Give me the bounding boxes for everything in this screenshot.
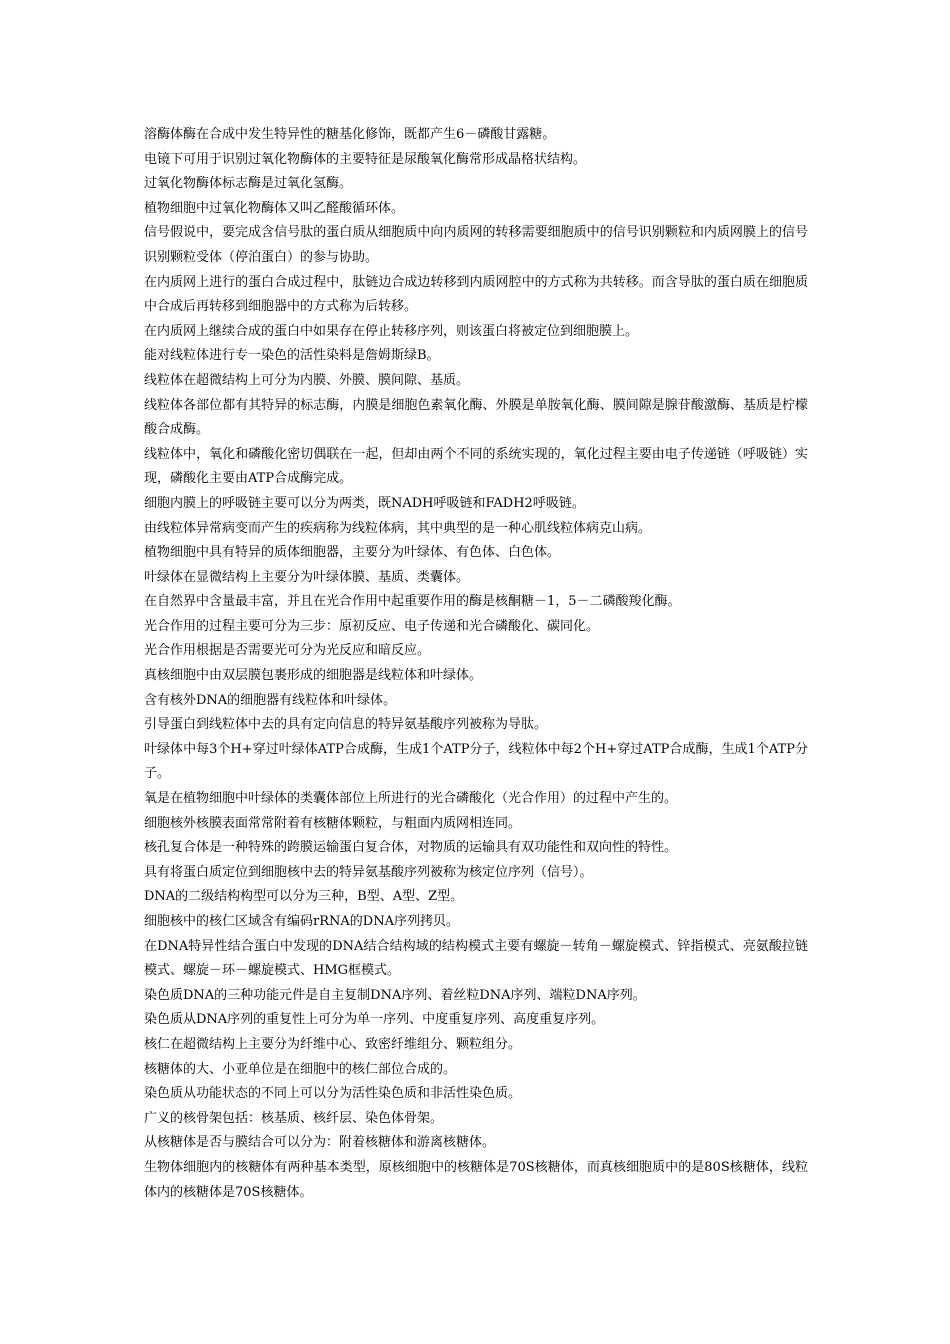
paragraph-29: 在DNA特异性结合蛋白中发现的DNA结合结构域的结构模式主要有螺旋－转角－螺旋模式、锌指模式、亮氨酸拉链模式、螺旋－环－螺旋模式、HMG框模式。: [144, 938, 808, 979]
paragraph-24: 细胞核外核膜表面常常附着有核糖体颗粒，与粗面内质网相连同。: [144, 815, 522, 831]
paragraph-13: 由线粒体异常病变而产生的疾病称为线粒体病，其中典型的是一种心肌线粒体病克山病。: [144, 520, 652, 536]
paragraph-3: 过氧化物酶体标志酶是过氧化氢酶。: [144, 176, 353, 192]
paragraph-33: 核糖体的大、小亚单位是在细胞中的核仁部位合成的。: [144, 1061, 457, 1077]
paragraph-11: 线粒体中，氧化和磷酸化密切偶联在一起，但却由两个不同的系统实现的，氧化过程主要由电子传递链（呼吸链）实现，磷酸化主要由ATP合成酶完成。: [144, 446, 808, 487]
paragraph-20: 含有核外DNA的细胞器有线粒体和叶绿体。: [144, 692, 397, 708]
paragraph-9: 线粒体在超微结构上可分为内膜、外膜、膜间隙、基质。: [144, 372, 470, 388]
paragraph-31: 染色质从DNA序列的重复性上可分为单一序列、中度重复序列、高度重复序列。: [144, 1012, 605, 1028]
paragraph-36: 从核糖体是否与膜结合可以分为：附着核糖体和游离核糖体。: [144, 1135, 496, 1151]
paragraph-18: 光合作用根据是否需要光可分为光反应和暗反应。: [144, 643, 431, 659]
paragraph-5: 信号假说中，要完成含信号肽的蛋白质从细胞质中向内质网的转移需要细胞质中的信号识别颗粒和内质网膜上的信号识别颗粒受体（停泊蛋白）的参与协助。: [144, 225, 808, 265]
paragraph-12: 细胞内膜上的呼吸链主要可以分为两类，既NADH呼吸链和FADH2呼吸链。: [144, 495, 585, 511]
paragraph-22: 叶绿体中每3个H+穿过叶绿体ATP合成酶，生成1个ATP分子，线粒体中每2个H+穿过ATP合成酶，生成1个ATP分子。: [144, 741, 808, 782]
paragraph-21: 引导蛋白到线粒体中去的具有定向信息的特异氨基酸序列被称为导肽。: [144, 717, 548, 733]
paragraph-10: 线粒体各部位都有其特异的标志酶，内膜是细胞色素氧化酶、外膜是单胺氧化酶、膜间隙是腺苷酸激酶、基质是柠檬酸合成酶。: [144, 397, 808, 438]
paragraph-1: 溶酶体酶在合成中发生特异性的糖基化修饰，既都产生6－磷酸甘露糖。: [144, 127, 556, 142]
paragraph-7: 在内质网上继续合成的蛋白中如果存在停止转移序列，则该蛋白将被定位到细胞膜上。: [144, 323, 639, 339]
paragraph-27: DNA的二级结构构型可以分为三种，B型、A型、Z型。: [144, 889, 464, 905]
paragraph-32: 核仁在超微结构上主要分为纤维中心、致密纤维组分、颗粒组分。: [144, 1036, 522, 1052]
paragraph-14: 植物细胞中具有特异的质体细胞器，主要分为叶绿体、有色体、白色体。: [144, 545, 561, 561]
paragraph-17: 光合作用的过程主要可分为三步：原初反应、电子传递和光合磷酸化、碳同化。: [144, 618, 600, 634]
paragraph-4: 植物细胞中过氧化物酶体又叫乙醛酸循环体。: [144, 200, 405, 216]
paragraph-19: 真核细胞中由双层膜包裹形成的细胞器是线粒体和叶绿体。: [144, 668, 483, 684]
paragraph-37: 生物体细胞内的核糖体有两种基本类型，原核细胞中的核糖体是70S核糖体，而真核细胞质中的是80S核糖体，线粒体内的核糖体是70S核糖体。: [144, 1159, 808, 1200]
document-body: [144, 123, 808, 1205]
paragraph-25: 核孔复合体是一种特殊的跨膜运输蛋白复合体，对物质的运输具有双功能性和双向性的特性。: [144, 840, 678, 856]
paragraph-2: 电镜下可用于识别过氧化物酶体的主要特征是尿酸氧化酶常形成晶格状结构。: [144, 151, 587, 167]
paragraph-8: 能对线粒体进行专一染色的活性染料是詹姆斯绿B。: [144, 348, 440, 364]
paragraph-35: 广义的核骨架包括：核基质、核纤层、染色体骨架。: [144, 1110, 444, 1126]
paragraph-15: 叶绿体在显微结构上主要分为叶绿体膜、基质、类囊体。: [144, 569, 470, 585]
paragraph-30: 染色质DNA的三种功能元件是自主复制DNA序列、着丝粒DNA序列、端粒DNA序列。: [144, 987, 646, 1003]
paragraph-6: 在内质网上进行的蛋白合成过程中，肽链边合成边转移到内质网腔中的方式称为共转移。而含导肽的蛋白质在细胞质中合成后再转移到细胞器中的方式称为后转移。: [144, 274, 808, 315]
paragraph-28: 细胞核中的核仁区域含有编码rRNA的DNA序列拷贝。: [144, 914, 459, 929]
paragraph-26: 具有将蛋白质定位到细胞核中去的特异氨基酸序列被称为核定位序列（信号）。: [144, 864, 593, 880]
paragraph-34: 染色质从功能状态的不同上可以分为活性染色质和非活性染色质。: [144, 1086, 522, 1102]
paragraph-23: 氧是在植物细胞中叶绿体的类囊体部位上所进行的光合磷酸化（光合作用）的过程中产生的。: [144, 791, 678, 807]
paragraph-16: 在自然界中含量最丰富，并且在光合作用中起重要作用的酶是核酮糖－1，5－二磷酸羧化酶。: [144, 594, 681, 610]
